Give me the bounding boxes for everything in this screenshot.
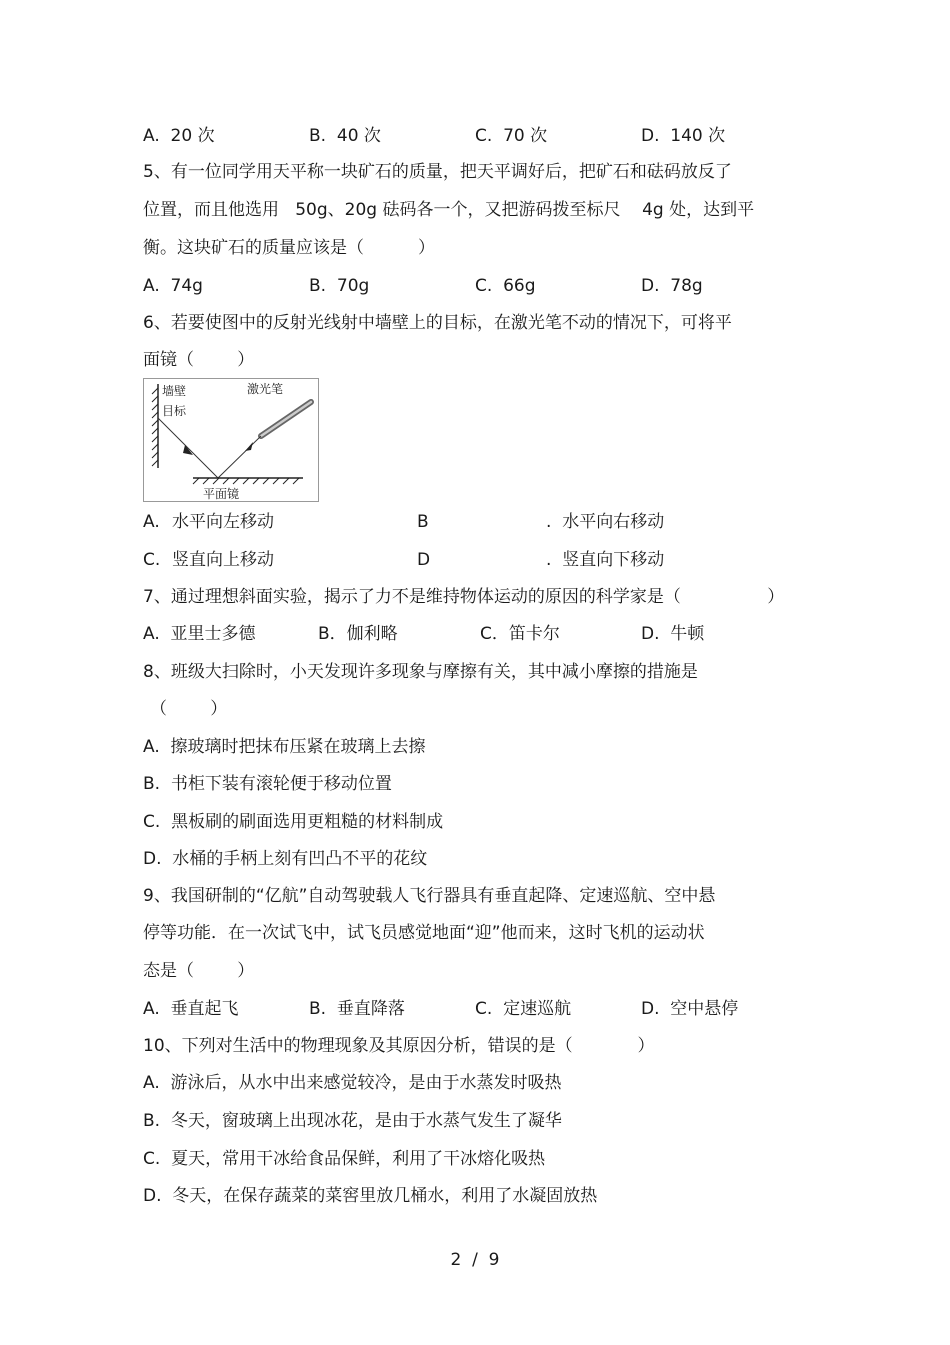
wall-label: 墙壁 [162, 384, 187, 398]
q5-option-b: B. 70g [309, 276, 370, 296]
q8-stem-line-2: （ ） [150, 699, 228, 719]
q5-stem-line-2: 位置，而且他选用 50g、20g 砝码各一个，又把游码拨至标尺 4g 处，达到平 [143, 200, 755, 220]
q9-option-a: A. 垂直起飞 [143, 999, 239, 1019]
q9-stem-line-2: 停等功能．在一次试飞中，试飞员感觉地面“迎”他而来，这时飞机的运动状 [143, 923, 705, 943]
q5-stem-line-3: 衡。这块矿石的质量应该是（ ） [143, 238, 436, 258]
q10-option-d: D. 冬天，在保存蔬菜的菜窖里放几桶水，利用了水凝固放热 [143, 1186, 598, 1206]
q9-stem-line-3: 态是（ ） [143, 961, 255, 981]
q7-option-c: C．笛卡尔 [480, 624, 560, 644]
q10-option-b: B. 冬天，窗玻璃上出现冰花，是由于水蒸气发生了凝华 [143, 1111, 562, 1131]
q8-option-d: D. 水桶的手柄上刻有凹凸不平的花纹 [143, 849, 428, 869]
target-label: 目标 [162, 404, 187, 418]
q5-option-d: D. 78g [641, 276, 703, 296]
page-number: 2 / 9 [450, 1250, 500, 1270]
q5-option-c: C. 66g [475, 276, 536, 296]
q4-option-b: B. 40 次 [309, 126, 381, 146]
q6-option-b-text: . 水平向右移动 [546, 512, 665, 532]
q10-stem: 10、下列对生活中的物理现象及其原因分析，错误的是（ ） [143, 1036, 655, 1056]
q10-option-c: C. 夏天，常用干冰给食品保鲜，利用了干冰熔化吸热 [143, 1149, 546, 1169]
q6-option-b-letter: B [417, 512, 429, 532]
q7-option-b: B．伽利略 [318, 624, 398, 644]
q9-option-b: B. 垂直降落 [309, 999, 405, 1019]
q8-option-b: B. 书柜下装有滚轮便于移动位置 [143, 774, 392, 794]
q7-stem: 7、通过理想斜面实验，揭示了力不是维持物体运动的原因的科学家是（ ） [143, 587, 785, 607]
q4-option-a: A. 20 次 [143, 126, 215, 146]
q6-option-c-text: 竖直向上移动 [172, 550, 274, 570]
q4-option-d: D. 140 次 [641, 126, 726, 146]
q6-stem-line-2: 面镜（ ） [143, 350, 255, 370]
q6-option-a-letter: A. [143, 512, 160, 532]
laser-pen-label: 激光笔 [247, 382, 284, 396]
q10-option-a: A. 游泳后，从水中出来感觉较冷，是由于水蒸发时吸热 [143, 1073, 562, 1093]
q8-option-a: A. 擦玻璃时把抹布压紧在玻璃上去擦 [143, 737, 426, 757]
q8-option-c: C. 黑板刷的刷面选用更粗糙的材料制成 [143, 812, 444, 832]
q6-option-a-text: 水平向左移动 [172, 512, 274, 532]
q7-option-a: A. 亚里士多德 [143, 624, 256, 644]
q9-option-c: C. 定速巡航 [475, 999, 572, 1019]
q5-option-a: A. 74g [143, 276, 203, 296]
q6-option-d-letter: D [417, 550, 431, 570]
q6-option-d-text: . 竖直向下移动 [546, 550, 665, 570]
q4-option-c: C. 70 次 [475, 126, 548, 146]
q8-stem-line-1: 8、班级大扫除时，小天发现许多现象与摩擦有关，其中减小摩擦的措施是 [143, 662, 698, 682]
q6-option-c-letter: C. [143, 550, 161, 570]
q9-option-d: D. 空中悬停 [641, 999, 739, 1019]
q5-stem-line-1: 5、有一位同学用天平称一块矿石的质量，把天平调好后，把矿石和砝码放反了 [143, 162, 732, 182]
mirror-diagram [143, 378, 319, 502]
q6-stem-line-1: 6、若要使图中的反射光线射中墙壁上的目标，在激光笔不动的情况下，可将平 [143, 313, 732, 333]
mirror-label: 平面镜 [203, 487, 240, 501]
q9-stem-line-1: 9、我国研制的“亿航”自动驾驶载人飞行器具有垂直起降、定速巡航、空中悬 [143, 886, 716, 906]
q7-option-d: D. 牛顿 [641, 624, 705, 644]
